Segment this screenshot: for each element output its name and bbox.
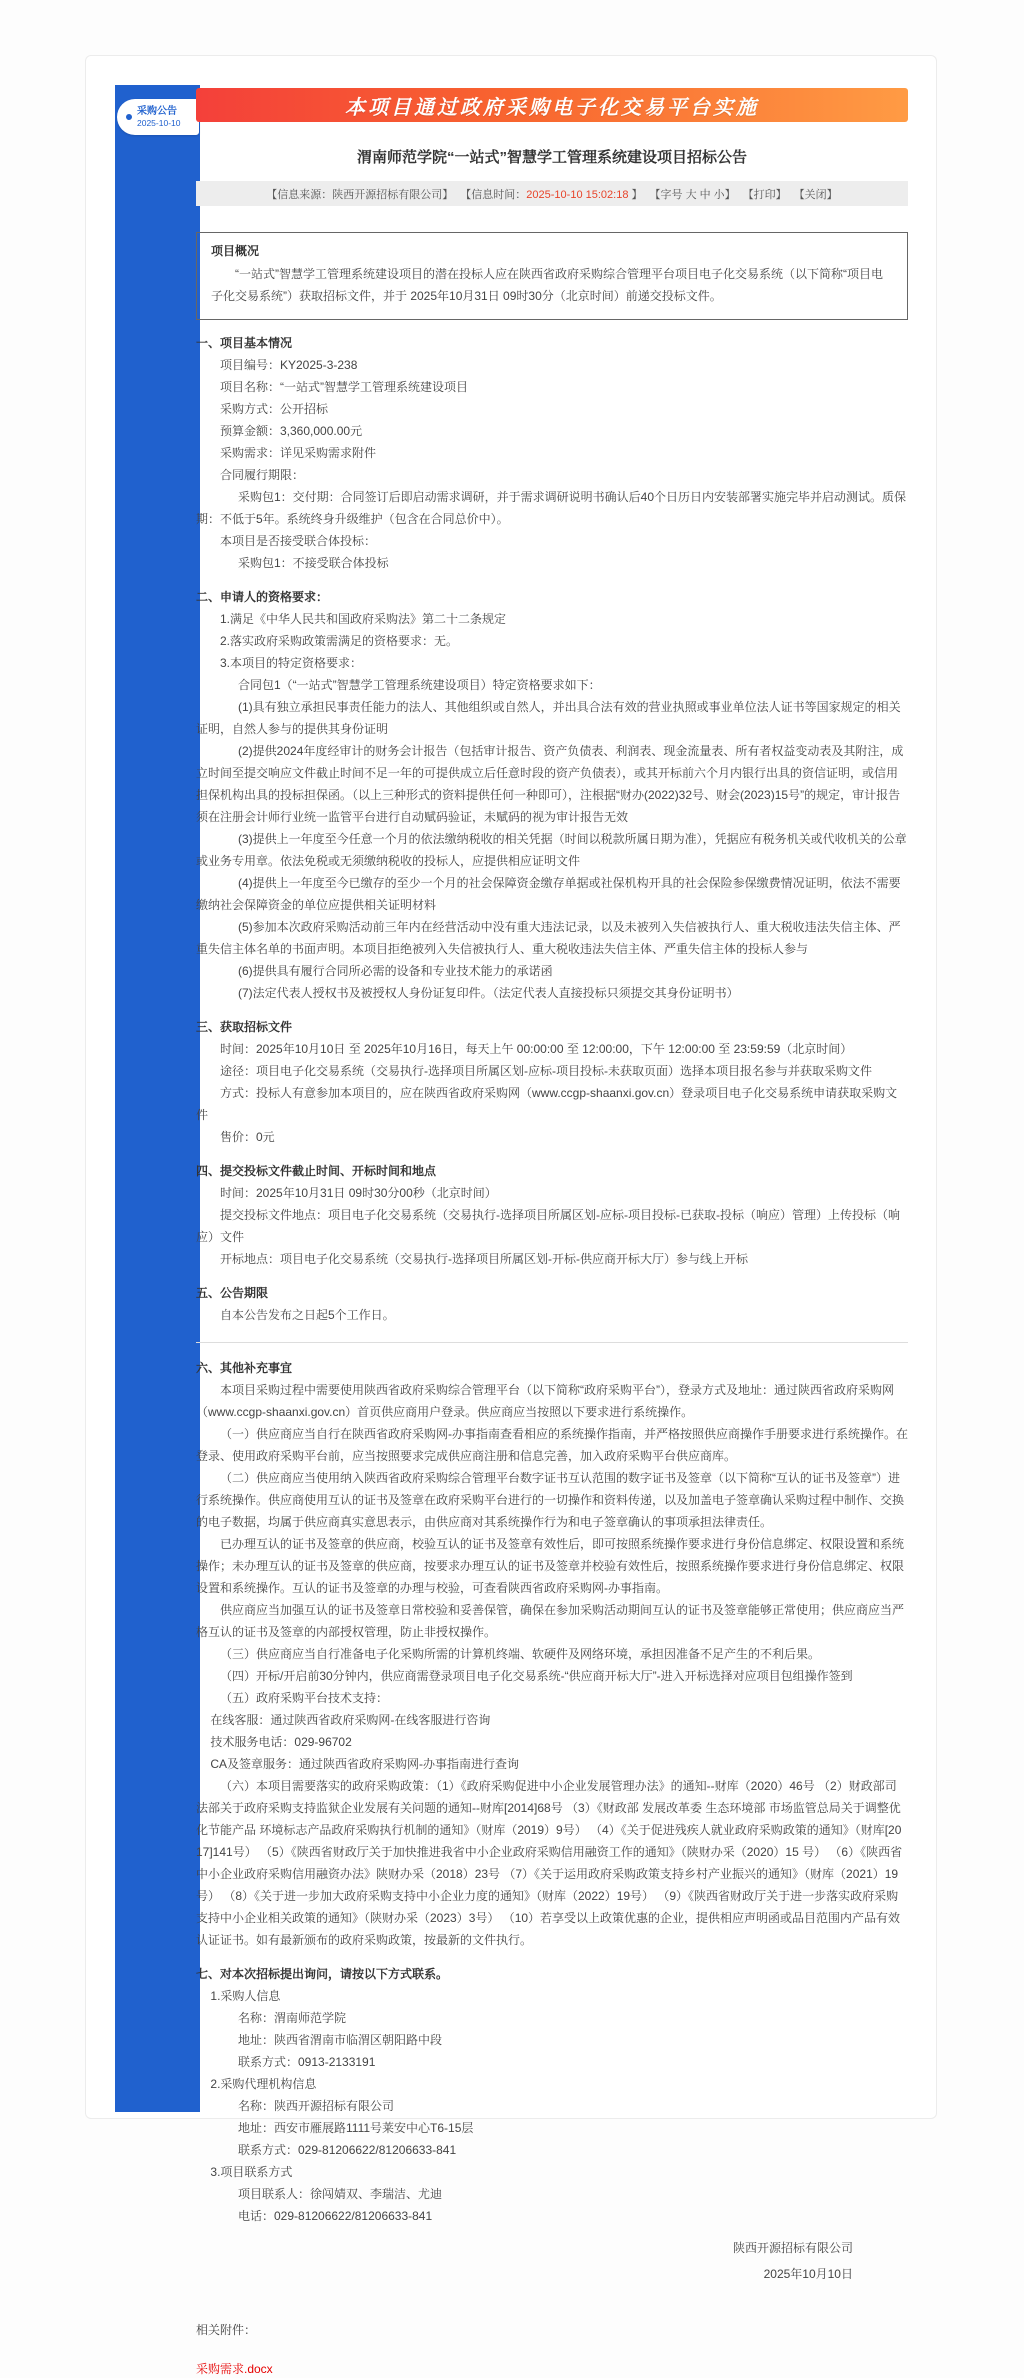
paragraph: （四）开标/开启前30分钟内，供应商需登录项目电子化交易系统-“供应商开标大厅”-进入开标选择对应项目包组操作签到 xyxy=(220,1669,853,1683)
paragraph: （二）供应商应当使用纳入陕西省政府采购综合管理平台数字证书互认范围的数字证书及签章（以下简称“互认的证书及签章”）进行系统操作。供应商使用互认的证书及签章在政府采购平台进行的一切操作和资料传递，以及加盖电子签章确认采购过程中制作、交换的电子数据，均属于供应商真实意思表示，由供应商对其系统操作行为和电子签章确认的事项承担法律责任。 xyxy=(196,1471,905,1529)
meta-time-group xyxy=(460,186,642,202)
paragraph: 项目编号：KY2025-3-238 xyxy=(220,358,358,372)
section-heading: 六、其他补充事宜 xyxy=(196,1361,293,1375)
paragraph: 2.落实政府采购政策需满足的资格要求：无。 xyxy=(220,634,459,648)
paragraph: (7)法定代表人授权书及被授权人身份证复印件。（法定代表人直接投标只须提交其身份证明书） xyxy=(238,986,739,1000)
print-button[interactable]: 【打印】 xyxy=(742,188,787,201)
platform-banner: 本项目通过政府采购电子化交易平台实施 xyxy=(196,88,908,122)
paragraph: 合同履行期限： xyxy=(220,468,305,482)
section xyxy=(196,1963,908,2227)
paragraph: 时间：2025年10月31日 09时30分00秒（北京时间） xyxy=(220,1186,497,1200)
paragraph: 技术服务电话：029-96702 xyxy=(210,1735,352,1749)
paragraph: 供应商应当加强互认的证书及签章日常校验和妥善保管，确保在参加采购活动期间互认的证书及签章能够正常使用；供应商应当严格互认的证书及签章的内部授权管理，防止非授权操作。 xyxy=(196,1603,905,1639)
meta-time-close: 】 xyxy=(631,188,643,201)
section xyxy=(196,1282,908,1326)
paragraph: 采购包1：不接受联合体投标 xyxy=(238,556,389,570)
paragraph: 2.采购代理机构信息 xyxy=(210,2077,317,2091)
attachments-label: 相关附件： xyxy=(196,2323,257,2337)
paragraph: CA及签章服务：通过陕西省政府采购网-办事指南进行查询 xyxy=(210,1757,520,1771)
paragraph: 联系方式：029-81206622/81206633-841 xyxy=(238,2143,457,2157)
section xyxy=(196,1016,908,1148)
section xyxy=(196,586,908,1004)
overview-heading: 项目概况 xyxy=(211,244,260,258)
paragraph: （一）供应商应当自行在陕西省政府采购网-办事指南查看相应的系统操作指南，并严格按照供应商操作手册要求进行系统操作。在登录、使用政府采购平台前，应当按照要求完成供应商注册和信息完善，加入政府采购平台供应商库。 xyxy=(196,1427,909,1463)
font-size-control[interactable]: 【字号 大 中 小】 xyxy=(649,188,736,201)
paragraph: 项目名称：“一站式”智慧学工管理系统建设项目 xyxy=(220,380,468,394)
paragraph: 采购需求：详见采购需求附件 xyxy=(220,446,377,460)
paragraph: (6)提供具有履行合同所必需的设备和专业技术能力的承诺函 xyxy=(238,964,553,978)
paragraph: (3)提供上一年度至今任意一个月的依法缴纳税收的相关凭据（时间以税款所属日期为准），凭据应有税务机关或代收机关的公章或业务专用章。依法免税或无须缴纳税收的投标人，应提供相应证明文件 xyxy=(196,832,907,868)
meta-bar xyxy=(196,181,908,206)
paragraph: (2)提供2024年度经审计的财务会计报告（包括审计报告、资产负债表、利润表、现金流量表、所有者权益变动表及其附注，成立时间至提交响应文件截止时间不足一年的可提供成立后任意时段的资产负债表），或其开标前六个月内银行出具的资信证明，或信用担保机构出具的投标担保函。（以上三种形式的资料提供任何一种即可），注根据“财办(2022)32号、财会(2023)15号”的规定，审计报告须在注册会计师行业统一监管平台进行自动赋码验证，未赋码的视为审计报告无效 xyxy=(196,744,904,824)
main-content xyxy=(196,88,908,2378)
paragraph: (4)提供上一年度至今已缴存的至少一个月的社会保障资金缴存单据或社保机构开具的社会保险参保缴费情况证明，依法不需要缴纳社会保障资金的单位应提供相关证明材料 xyxy=(196,876,901,912)
bullet-dot-icon xyxy=(126,114,132,120)
paragraph: 地址：西安市雁展路1111号莱安中心T6-15层 xyxy=(238,2121,474,2135)
paragraph: (5)参加本次政府采购活动前三年内在经营活动中没有重大违法记录，以及未被列入失信被执行人、重大税收违法失信主体、严重失信主体名单的书面声明。本项目拒绝被列入失信被执行人、重大税收违法失信主体、严重失信主体的投标人参与 xyxy=(196,920,901,956)
paragraph: 地址：陕西省渭南市临渭区朝阳路中段 xyxy=(238,2033,443,2047)
paragraph: 采购包1：交付期：合同签订后即启动需求调研，并于需求调研说明书确认后40个日历日内安装部署实施完毕并启动测试。质保期：不低于5年。系统终身升级维护（包含在合同总价中）。 xyxy=(196,490,907,526)
overview-body: “一站式”智慧学工管理系统建设项目的潜在投标人应在陕西省政府采购综合管理平台项目电子化交易系统（以下简称“项目电子化交易系统”）获取招标文件，并于 2025年10月31日 09时30分（北京时间）前递交投标文件。 xyxy=(211,267,883,303)
paragraph: (1)具有独立承担民事责任能力的法人、其他组织或自然人，并出具合法有效的营业执照或事业单位法人证书等国家规定的相关证明，自然人参与的提供其身份证明 xyxy=(196,700,901,736)
attachment-link[interactable]: 采购需求.docx xyxy=(196,2362,273,2376)
sections xyxy=(196,332,908,2227)
paragraph: 途径：项目电子化交易系统（交易执行-选择项目所属区划-应标-项目投标-未获取页面）选择本项目报名参与并获取采购文件 xyxy=(220,1064,872,1078)
paragraph: 电话：029-81206622/81206633-841 xyxy=(238,2209,433,2223)
paragraph: 售价：0元 xyxy=(220,1130,275,1144)
page-title: 渭南师范学院“一站式”智慧学工管理系统建设项目招标公告 xyxy=(356,149,747,166)
section-heading: 七、对本次招标提出询问，请按以下方式联系。 xyxy=(196,1967,449,1981)
section-heading: 四、提交投标文件截止时间、开标时间和地点 xyxy=(196,1164,437,1178)
section-heading: 一、项目基本情况 xyxy=(196,336,293,350)
paragraph: 名称：陕西开源招标有限公司 xyxy=(238,2099,395,2113)
paragraph: 联系方式：0913-2133191 xyxy=(238,2055,376,2069)
paragraph: （三）供应商应当自行准备电子化采购所需的计算机终端、软硬件及网络环境，承担因准备不足产生的不利后果。 xyxy=(220,1647,821,1661)
paragraph: 时间：2025年10月10日 至 2025年10月16日，每天上午 00:00:00 至 12:00:00，下午 12:00:00 至 23:59:59（北京时间） xyxy=(220,1042,853,1056)
paragraph: （五）政府采购平台技术支持： xyxy=(220,1691,389,1705)
meta-time-value: 2025-10-10 15:02:18 xyxy=(526,188,629,201)
section xyxy=(196,1160,908,1270)
section-heading: 二、申请人的资格要求： xyxy=(196,590,329,604)
paragraph: 3.项目联系方式 xyxy=(210,2165,293,2179)
section xyxy=(196,1342,908,1951)
paragraph: 自本公告发布之日起5个工作日。 xyxy=(220,1308,395,1322)
paragraph: 在线客服：通过陕西省政府采购网-在线客服进行咨询 xyxy=(210,1713,491,1727)
meta-time-label: 【信息时间： xyxy=(460,188,527,201)
section-heading: 五、公告期限 xyxy=(196,1286,269,1300)
paragraph: 提交投标文件地点：项目电子化交易系统（交易执行-选择项目所属区划-应标-项目投标-已获取-投标（响应）管理）上传投标（响应）文件 xyxy=(196,1208,900,1244)
paragraph: 预算金额：3,360,000.00元 xyxy=(220,424,363,438)
announcement-badge-title: 采购公告 xyxy=(137,105,177,117)
paragraph: 1.采购人信息 xyxy=(210,1989,281,2003)
paragraph: 本项目采购过程中需要使用陕西省政府采购综合管理平台（以下简称“政府采购平台”），登录方式及地址：通过陕西省政府采购网（www.ccgp-shaanxi.gov.cn）首页供应商用户登录。供应商应当按照以下要求进行系统操作。 xyxy=(196,1383,894,1419)
paragraph: 项目联系人：徐闯婧双、李瑞洁、尤迪 xyxy=(238,2187,443,2201)
paragraph: 名称：渭南师范学院 xyxy=(238,2011,347,2025)
signature-date: 2025年10月10日 xyxy=(763,2267,853,2281)
paragraph: 3.本项目的特定资格要求： xyxy=(220,656,363,670)
announcement-badge-date: 2025-10-10 xyxy=(137,117,181,128)
project-overview-box xyxy=(196,232,908,320)
paragraph: 合同包1（“一站式”智慧学工管理系统建设项目）特定资格要求如下： xyxy=(238,678,601,692)
paragraph: （六）本项目需要落实的政府采购政策：（1）《政府采购促进中小企业发展管理办法》的通知--财库（2020）46号 （2）财政部司法部关于政府采购支持监狱企业发展有关问题的通知--财库[2014]68号 （3）《财政部 发展改革委 生态环境部 市场监管总局关于调整优化节能产品 环境标志产品政府采购执行机制的通知》（财库（2019）9号） （4）《关于促进残疾人就业政府采购政策的通知》（财库[2017]141号） （5）《陕西省财政厅关于加快推进我省中小企业政府采购信用融资工作的通知》（陕财办采（2020）15 号） （6）《陕西省中小企业政府采购信用融资办法》陕财办采（2018）23号 （7）《关于运用政府采购政策支持乡村产业振兴的通知》（财库（2021）19 号） （8）《关于进一步加大政府采购支持中小企业力度的通知》（财库（2022）19号） （9）《陕西省财政厅关于进一步落实政府采购支持中小企业相关政策的通知》（陕财办采（2023）3号） （10）若享受以上政策优惠的企业，提供相应声明函或品目范围内产品有效认证证书。如有最新颁布的政府采购政策，按最新的文件执行。 xyxy=(196,1779,903,1947)
paragraph: 采购方式：公开招标 xyxy=(220,402,329,416)
close-button[interactable]: 【关闭】 xyxy=(793,188,838,201)
paragraph: 已办理互认的证书及签章的供应商，校验互认的证书及签章有效性后，即可按照系统操作要求进行身份信息绑定、权限设置和系统操作；未办理互认的证书及签章的供应商，按要求办理互认的证书及签章并校验有效性后，按照系统操作要求进行身份信息绑定、权限设置和系统操作。互认的证书及签章的办理与校验，可查看陕西省政府采购网-办事指南。 xyxy=(196,1537,905,1595)
paragraph: 本项目是否接受联合体投标： xyxy=(220,534,377,548)
paragraph: 1.满足《中华人民共和国政府采购法》第二十二条规定 xyxy=(220,612,507,626)
sidebar-rail xyxy=(115,85,200,2112)
sidebar-item-announcement[interactable] xyxy=(117,99,199,135)
meta-source: 【信息来源：陕西开源招标有限公司】 xyxy=(266,188,454,201)
signature-block xyxy=(196,2235,908,2287)
signature-company: 陕西开源招标有限公司 xyxy=(732,2241,853,2255)
section-heading: 三、获取招标文件 xyxy=(196,1020,293,1034)
paragraph: 方式：投标人有意参加本项目的，应在陕西省政府采购网（www.ccgp-shaanxi.gov.cn）登录项目电子化交易系统申请获取采购文件 xyxy=(196,1086,898,1122)
section xyxy=(196,332,908,574)
paragraph: 开标地点：项目电子化交易系统（交易执行-选择项目所属区划-开标-供应商开标大厅）参与线上开标 xyxy=(220,1252,748,1266)
